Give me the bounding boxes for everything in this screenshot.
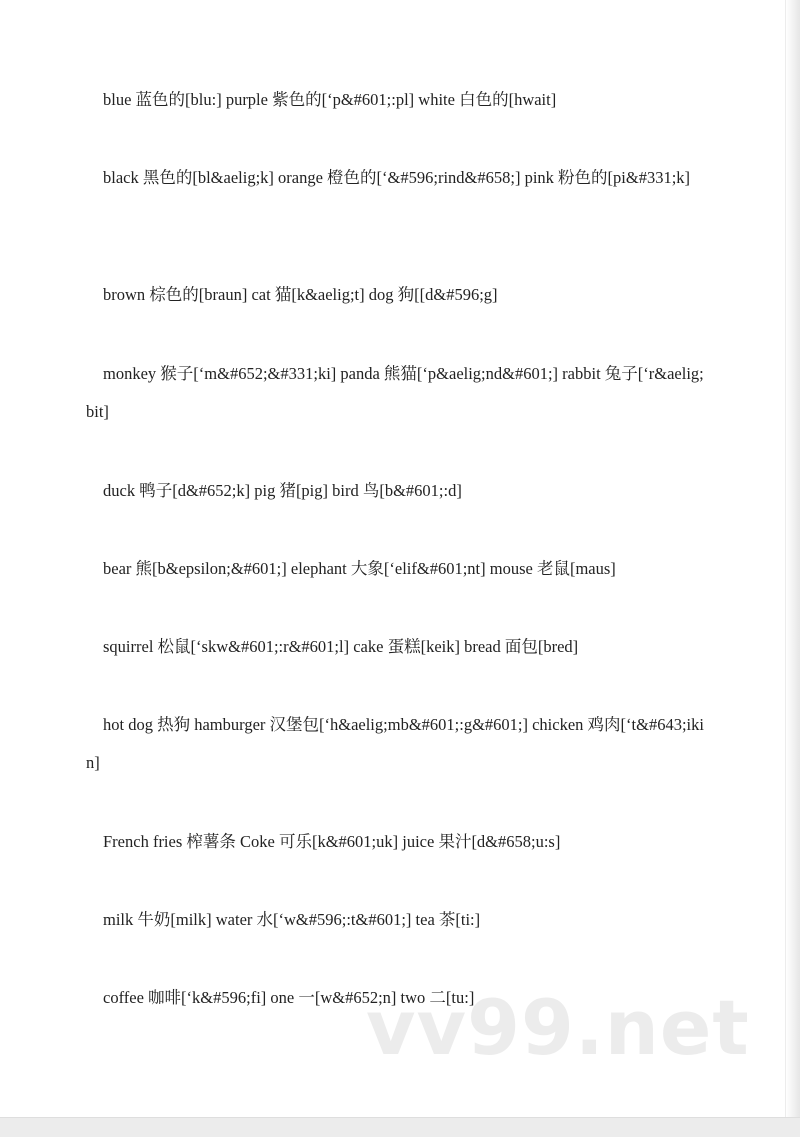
paragraph-8: hot dog 热狗 hamburger 汉堡包[‘h&aelig;mb&#601;:g&#601;] chicken 鸡肉[‘t&#643;ikin] — [86, 715, 704, 772]
paragraph-2: black 黑色的[bl&aelig;k] orange 橙色的[‘&#596;rind&#658;] pink 粉色的[pi&#331;k] — [103, 168, 691, 187]
paragraph-11: coffee 咖啡[‘k&#596;fi] one 一[w&#652;n] two 二[tu:] — [103, 988, 475, 1007]
watermark-logo: vv99.net — [366, 983, 750, 1072]
paragraph-3: brown 棕色的[braun] cat 猫[k&aelig;t] dog 狗[[d&#596;g] — [103, 285, 498, 304]
viewer-bottom-bar — [0, 1117, 800, 1137]
paragraph-10: milk 牛奶[milk] water 水[‘w&#596;:t&#601;] tea 茶[ti:] — [103, 910, 481, 929]
paragraph-5: duck 鸭子[d&#652;k] pig 猪[pig] bird 鸟[b&#601;:d] — [103, 481, 462, 500]
paragraph-1: blue 蓝色的[blu:] purple 紫色的[‘p&#601;:pl] white 白色的[hwait] — [103, 90, 557, 109]
paragraph-6: bear 熊[b&epsilon;&#601;] elephant 大象[‘elif&#601;nt] mouse 老鼠[maus] — [103, 559, 616, 578]
paragraph-9: French fries 榨薯条 Coke 可乐[k&#601;uk] juice 果汁[d&#658;u:s] — [103, 832, 561, 851]
paragraph-4: monkey 猴子[‘m&#652;&#331;ki] panda 熊猫[‘p&aelig;nd&#601;] rabbit 兔子[‘r&aelig;bit] — [86, 364, 704, 421]
paragraph-7: squirrel 松鼠[‘skw&#601;:r&#601;l] cake 蛋糕[keik] bread 面包[bred] — [103, 637, 579, 656]
page-edge-shadow — [785, 0, 800, 1137]
